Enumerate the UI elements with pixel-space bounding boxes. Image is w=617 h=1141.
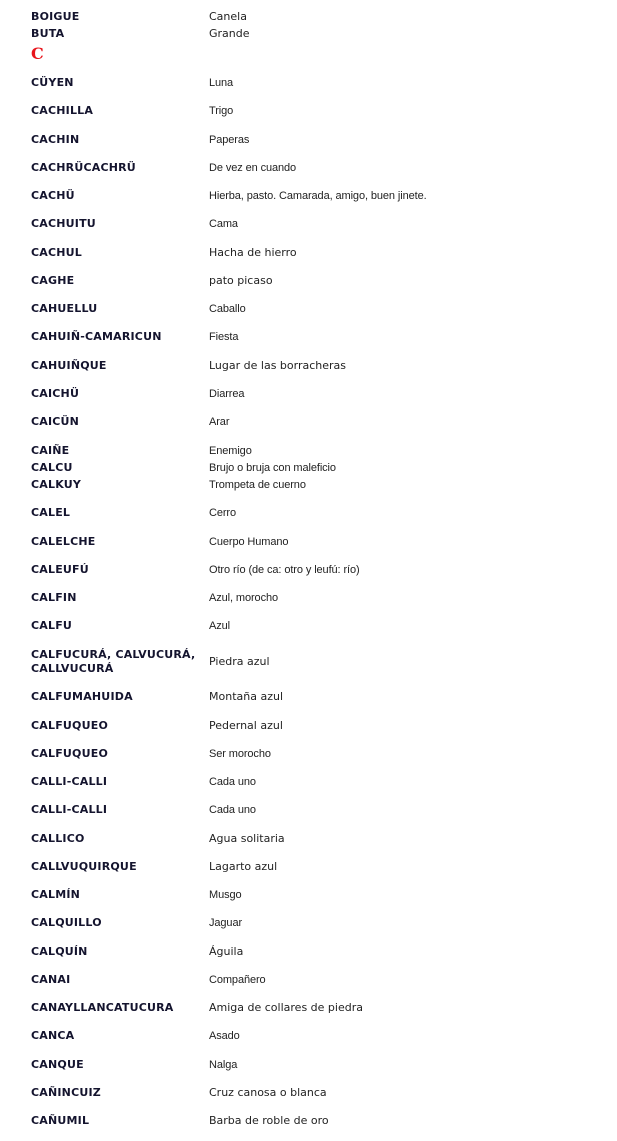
entry-meaning: Hierba, pasto. Camarada, amigo, buen jinete. <box>209 190 427 202</box>
entry-term: CACHÜ <box>31 189 75 202</box>
entry-term: CALELCHE <box>31 535 96 548</box>
entry-meaning: Canela <box>209 10 247 23</box>
entry-term: CANAYLLANCATUCURA <box>31 1001 174 1014</box>
entry-meaning: Barba de roble de oro <box>209 1114 329 1127</box>
entry-meaning: Piedra azul <box>209 655 270 668</box>
entry-term: CACHUITU <box>31 217 96 230</box>
entry-meaning: Asado <box>209 1030 240 1042</box>
entry-meaning: Lagarto azul <box>209 860 278 873</box>
entry-term: CALLICO <box>31 832 85 845</box>
entry-term: CALEUFÚ <box>31 563 89 576</box>
entry-term: CALLI-CALLI <box>31 803 108 816</box>
entry-meaning: Enemigo <box>209 445 252 457</box>
entry-term: CACHIN <box>31 133 80 146</box>
entry-meaning: Paperas <box>209 134 250 146</box>
entry-term: CALCU <box>31 461 73 474</box>
entry-meaning: Otro río (de ca: otro y leufú: río) <box>209 564 360 576</box>
entry-meaning: Azul, morocho <box>209 592 279 604</box>
entry-term: CALEL <box>31 506 71 519</box>
entry-meaning: Trompeta de cuerno <box>209 479 306 491</box>
entry-term: CAGHE <box>31 274 75 287</box>
entry-term: CAHUIÑ-CAMARICUN <box>31 330 162 343</box>
entry-term: CALFUCURÁ, CALVUCURÁ, CALLVUCURÁ <box>31 648 196 675</box>
entry-term: CALFUQUEO <box>31 747 108 760</box>
entry-meaning: Luna <box>209 77 234 89</box>
section-letter: C <box>31 44 44 63</box>
entry-term: CAICHÜ <box>31 387 80 400</box>
entry-term: CANAI <box>31 973 71 986</box>
entry-meaning: Jaguar <box>209 917 243 929</box>
entry-meaning: Águila <box>209 945 244 958</box>
entry-term: CACHUL <box>31 246 83 259</box>
entry-term: CAHUIÑQUE <box>31 359 107 372</box>
entry-term: BOIGUE <box>31 10 80 23</box>
entry-meaning: Trigo <box>209 105 234 117</box>
entry-term: CAICÜN <box>31 415 80 428</box>
entry-term: CAÑUMIL <box>31 1114 90 1127</box>
entry-term: CALLI-CALLI <box>31 775 108 788</box>
entry-term: BUTA <box>31 27 65 40</box>
entry-meaning: Hacha de hierro <box>209 246 297 259</box>
entry-meaning: Cruz canosa o blanca <box>209 1086 327 1099</box>
entry-term: CACHRÜCACHRÜ <box>31 161 136 174</box>
entry-term: CALFUQUEO <box>31 719 108 732</box>
entry-meaning: Pedernal azul <box>209 719 283 732</box>
entry-term: CALMÍN <box>31 888 81 901</box>
entry-term: CALLVUQUIRQUE <box>31 860 137 873</box>
entry-meaning: Montaña azul <box>209 690 283 703</box>
entry-term: CALFUMAHUIDA <box>31 690 133 703</box>
entry-term: CALKUY <box>31 478 82 491</box>
entry-term: CANCA <box>31 1029 75 1042</box>
entry-meaning: Amiga de collares de piedra <box>209 1001 363 1014</box>
entry-term: CANQUE <box>31 1058 84 1071</box>
entry-meaning: Cada uno <box>209 776 256 788</box>
entry-meaning: Compañero <box>209 974 266 986</box>
entry-meaning: Cuerpo Humano <box>209 536 289 548</box>
entry-meaning: Cama <box>209 218 238 230</box>
entry-meaning: Cerro <box>209 507 237 519</box>
entry-term: CAHUELLU <box>31 302 98 315</box>
entry-meaning: Musgo <box>209 889 242 901</box>
entry-term: CALQUÍN <box>31 945 88 958</box>
entry-meaning: Ser morocho <box>209 748 271 760</box>
entry-meaning: Brujo o bruja con maleficio <box>209 462 336 474</box>
entry-meaning: pato picaso <box>209 274 273 287</box>
entry-term: CALQUILLO <box>31 916 102 929</box>
entry-meaning: Fiesta <box>209 331 239 343</box>
entry-meaning: Cada uno <box>209 804 256 816</box>
entry-meaning: Caballo <box>209 303 246 315</box>
entry-meaning: Diarrea <box>209 388 245 400</box>
entry-term: CALFIN <box>31 591 77 604</box>
entry-meaning: De vez en cuando <box>209 162 297 174</box>
entry-meaning: Nalga <box>209 1059 238 1071</box>
entry-term: CACHILLA <box>31 104 94 117</box>
entry-meaning: Azul <box>209 620 230 632</box>
entry-meaning: Agua solitaria <box>209 832 285 845</box>
entry-meaning: Arar <box>209 416 230 428</box>
entry-term: CAIÑE <box>31 444 70 457</box>
entry-meaning: Lugar de las borracheras <box>209 359 347 372</box>
entry-term: CALFU <box>31 619 73 632</box>
entry-term: CAÑINCUIZ <box>31 1086 101 1099</box>
entry-term: CÜYEN <box>31 76 74 89</box>
entry-meaning: Grande <box>209 27 250 40</box>
